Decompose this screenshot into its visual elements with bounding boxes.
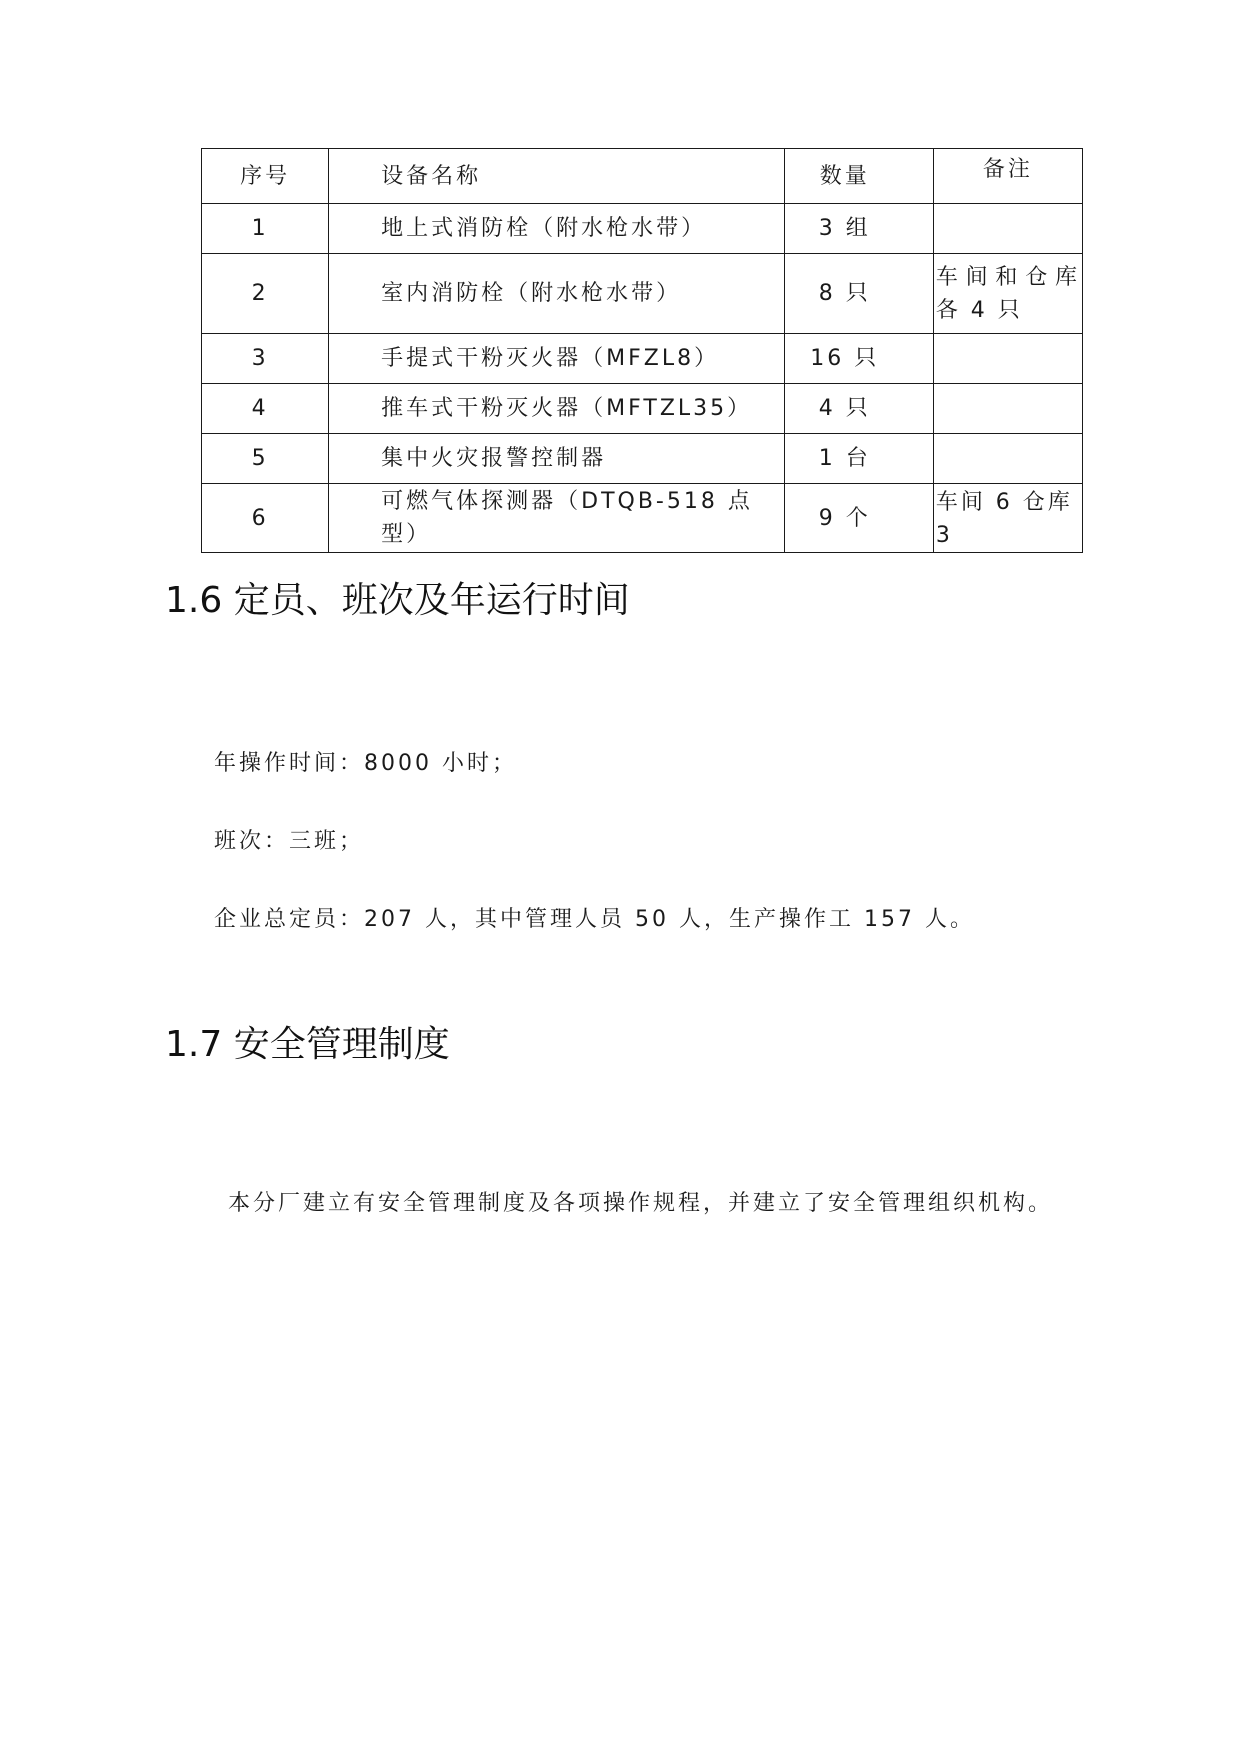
header-note: 备注	[933, 149, 1082, 204]
annual-hours-text: 年操作时间：8000 小时；	[214, 751, 517, 776]
cell-no: 5	[202, 434, 329, 484]
cell-no: 3	[202, 334, 329, 384]
header-name: 设备名称	[329, 149, 785, 204]
cell-qty: 1 台	[784, 434, 933, 484]
equipment-table	[201, 148, 1083, 553]
cell-no: 1	[202, 204, 329, 254]
cell-no: 6	[202, 484, 329, 553]
cell-no: 4	[202, 384, 329, 434]
cell-qty: 4 只	[784, 384, 933, 434]
cell-name: 推车式干粉灭火器（MFTZL35）	[329, 384, 785, 434]
cell-note	[933, 334, 1082, 384]
cell-name: 手提式干粉灭火器（MFZL8）	[329, 334, 785, 384]
table-row	[202, 334, 1083, 384]
cell-no: 2	[202, 254, 329, 334]
table-row	[202, 484, 1083, 553]
header-qty: 数量	[784, 149, 933, 204]
shift-text: 班次：三班；	[214, 829, 365, 854]
cell-qty: 9 个	[784, 484, 933, 553]
cell-name: 室内消防栓（附水枪水带）	[329, 254, 785, 334]
table-row	[202, 254, 1083, 334]
header-no: 序号	[202, 149, 329, 204]
cell-name: 地上式消防栓（附水枪水带）	[329, 204, 785, 254]
cell-note	[933, 254, 1082, 334]
table-row	[202, 204, 1083, 254]
staff-text: 企业总定员：207 人，其中管理人员 50 人，生产操作工 157 人。	[214, 907, 975, 932]
cell-name: 可燃气体探测器（DTQB-518 点型）	[329, 484, 785, 553]
cell-note	[933, 204, 1082, 254]
table-row	[202, 384, 1083, 434]
table-header-row	[202, 149, 1083, 204]
cell-name: 集中火灾报警控制器	[329, 434, 785, 484]
note-line: 车间和仓库	[935, 264, 1080, 290]
cell-qty: 16 只	[784, 334, 933, 384]
cell-note	[933, 434, 1082, 484]
table-row	[202, 434, 1083, 484]
section-heading-1-7: 1.7 安全管理制度	[165, 1024, 450, 1065]
note-line: 车间 6 仓库 3	[935, 490, 1073, 548]
safety-system-text: 本分厂建立有安全管理制度及各项操作规程，并建立了安全管理组织机构。	[228, 1191, 1054, 1216]
cell-qty: 3 组	[784, 204, 933, 254]
section-heading-1-6: 1.6 定员、班次及年运行时间	[165, 580, 630, 621]
cell-note	[933, 384, 1082, 434]
cell-note	[933, 484, 1082, 553]
cell-qty: 8 只	[784, 254, 933, 334]
note-line: 各 4 只	[935, 297, 1023, 323]
